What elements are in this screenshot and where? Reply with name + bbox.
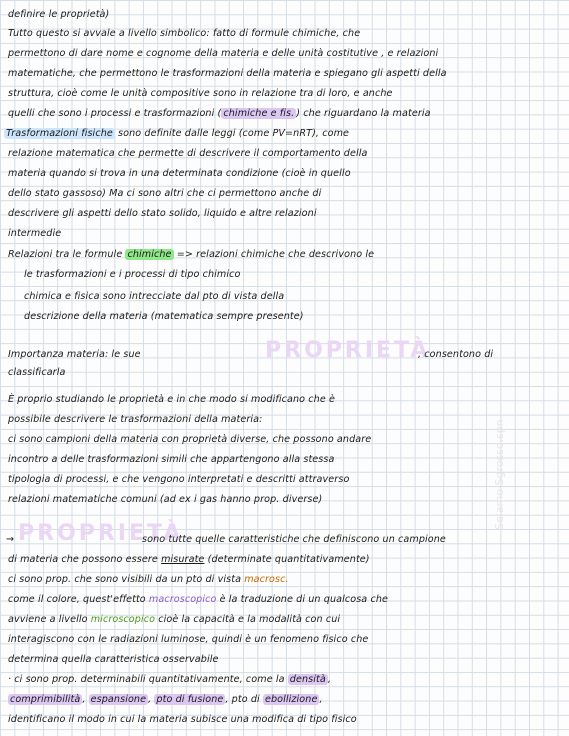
line-text: ci sono campioni della materia con proprietà diverse, che possono andare	[8, 434, 372, 445]
highlight-espansione: espansione	[90, 694, 147, 705]
highlight-trasformazioni-fisiche: Trasformazioni fisiche	[6, 128, 113, 139]
line-text: ,	[82, 694, 89, 705]
note-line	[8, 633, 569, 647]
note-line	[8, 673, 569, 687]
note-line	[8, 693, 569, 707]
line-text: interagiscono con le radiazioni luminose, quindi è un fenomeno fisico che	[8, 634, 369, 645]
note-line	[8, 187, 569, 201]
heading-proprieta: PROPRIETÀ	[265, 338, 431, 363]
colored-macrosc: macrosc.	[244, 574, 289, 585]
watermark: Seiamo Sgrosso.spn	[493, 419, 507, 530]
line-text: le trasformazioni e i processi di tipo chimico	[24, 269, 241, 280]
note-line	[8, 653, 569, 667]
line-text: dello stato gassoso) Ma ci sono altri che ci permettono anche di	[8, 188, 322, 199]
note-line	[8, 453, 569, 467]
line-text: quelli che sono i processi e trasformazioni (	[8, 108, 222, 119]
line-text: →	[6, 534, 15, 545]
line-text: classificarla	[8, 367, 66, 378]
line-text: determina quella caratteristica osservabile	[8, 654, 219, 665]
heading-proprieta-2: PROPRIETÀ	[18, 521, 184, 546]
colored-microscopico: microscopico	[90, 614, 156, 625]
note-line	[24, 310, 569, 324]
line-text: descrivere gli aspetti dello stato solido, liquido e altre relazioni	[8, 208, 317, 219]
note-line	[8, 8, 569, 22]
note-line	[8, 713, 569, 727]
line-text: è la traduzione di un qualcosa che	[216, 594, 388, 605]
line-text: ci sono prop. che sono visibili da un pto di vista	[8, 574, 245, 585]
line-text: ,	[148, 694, 155, 705]
note-line	[8, 227, 569, 241]
note-line	[8, 473, 569, 487]
note-line	[8, 87, 569, 101]
line-text: come il colore, quest'effetto	[8, 594, 149, 605]
underlined-misurate: misurate	[161, 554, 205, 565]
line-text: , pto di	[225, 694, 263, 705]
note-line	[8, 393, 569, 407]
line-text: definire le proprietà)	[8, 9, 110, 20]
line-text: · ci sono prop. determinabili quantitativamente, come la	[8, 674, 288, 685]
note-line	[8, 613, 569, 627]
note-line	[8, 593, 569, 607]
line-text: Importanza materia: le sue	[8, 349, 141, 360]
note-line	[142, 533, 569, 547]
line-text: => relazioni chimiche che descrivono le	[173, 249, 375, 260]
line-text: possibile descrivere le trasformazioni della materia:	[8, 414, 263, 425]
line-text: (determinate quantitativamente)	[204, 554, 370, 565]
note-line	[8, 167, 569, 181]
note-line	[8, 107, 569, 121]
highlight-densita: densità	[289, 674, 326, 685]
line-text: chimica e fisica sono intrecciate dal pto di vista della	[24, 291, 285, 302]
line-text: tipologia di processi, e che vengono interpretati e descritti attraverso	[8, 474, 350, 485]
note-line	[8, 493, 569, 507]
note-line	[8, 67, 569, 81]
highlight-comprimibilita: comprimibilità	[10, 694, 81, 705]
note-line	[4, 127, 569, 141]
line-text: materia quando si trova in una determinata condizione (cioè in quello	[8, 168, 351, 179]
line-text: relazione matematica che permette di descrivere il comportamento della	[8, 148, 368, 159]
note-line	[8, 413, 569, 427]
line-text: cioè la capacità e la modalità con cui	[155, 614, 341, 625]
line-text: , consentono di	[418, 349, 494, 360]
highlight-pto-fusione: pto di fusione	[156, 694, 224, 705]
line-text: avviene a livello	[8, 614, 91, 625]
line-text: struttura, cioè come le unità compositive sono in relazione tra di loro, e anche	[8, 88, 393, 99]
highlight-chimiche-fis: chimiche e fis.	[223, 108, 295, 119]
line-text: Relazioni tra le formule	[8, 249, 126, 260]
line-text: permettono di dare nome e cognome della materia e delle unità costitutive , e relazioni	[8, 48, 439, 59]
note-line	[8, 27, 569, 41]
note-line	[8, 248, 569, 262]
note-line	[8, 553, 569, 567]
line-text: sono definite dalle leggi (come PV=nRT), come	[114, 128, 350, 139]
line-text: ,	[327, 674, 331, 685]
note-line	[8, 47, 569, 61]
line-text: Tutto questo si avvale a livello simbolico: fatto di formule chimiche, che	[8, 28, 361, 39]
line-text: relazioni matematiche comuni (ad ex i gas hanno prop. diverse)	[8, 494, 323, 505]
note-line	[8, 207, 569, 221]
note-line	[8, 433, 569, 447]
line-text: incontro a delle trasformazioni simili che appartengono alla stessa	[8, 454, 335, 465]
highlight-chimiche: chimiche	[127, 249, 172, 260]
line-text: intermedie	[8, 228, 62, 239]
note-line	[8, 147, 569, 161]
line-text: matematiche, che permettono le trasformazioni della materia e spiegano gli aspetti della	[8, 68, 447, 79]
colored-macroscopico: macroscopico	[148, 594, 217, 605]
highlight-ebollizione: ebollizione	[264, 694, 318, 705]
line-text: sono tutte quelle caratteristiche che definiscono un campione	[142, 534, 446, 545]
line-text: identificano il modo in cui la materia subisce una modifica di tipo fisico	[8, 714, 357, 725]
line-text: ,	[319, 694, 323, 705]
line-text: ) che riguardano la materia	[296, 108, 431, 119]
line-text: È proprio studiando le proprietà e in che modo si modificano che è	[8, 394, 335, 405]
note-line	[418, 348, 568, 362]
line-text: descrizione della materia (matematica sempre presente)	[24, 311, 304, 322]
note-line	[8, 366, 569, 380]
line-text: di materia che possono essere	[8, 554, 162, 565]
note-line	[24, 290, 569, 304]
note-line	[24, 268, 569, 282]
note-line	[8, 573, 569, 587]
